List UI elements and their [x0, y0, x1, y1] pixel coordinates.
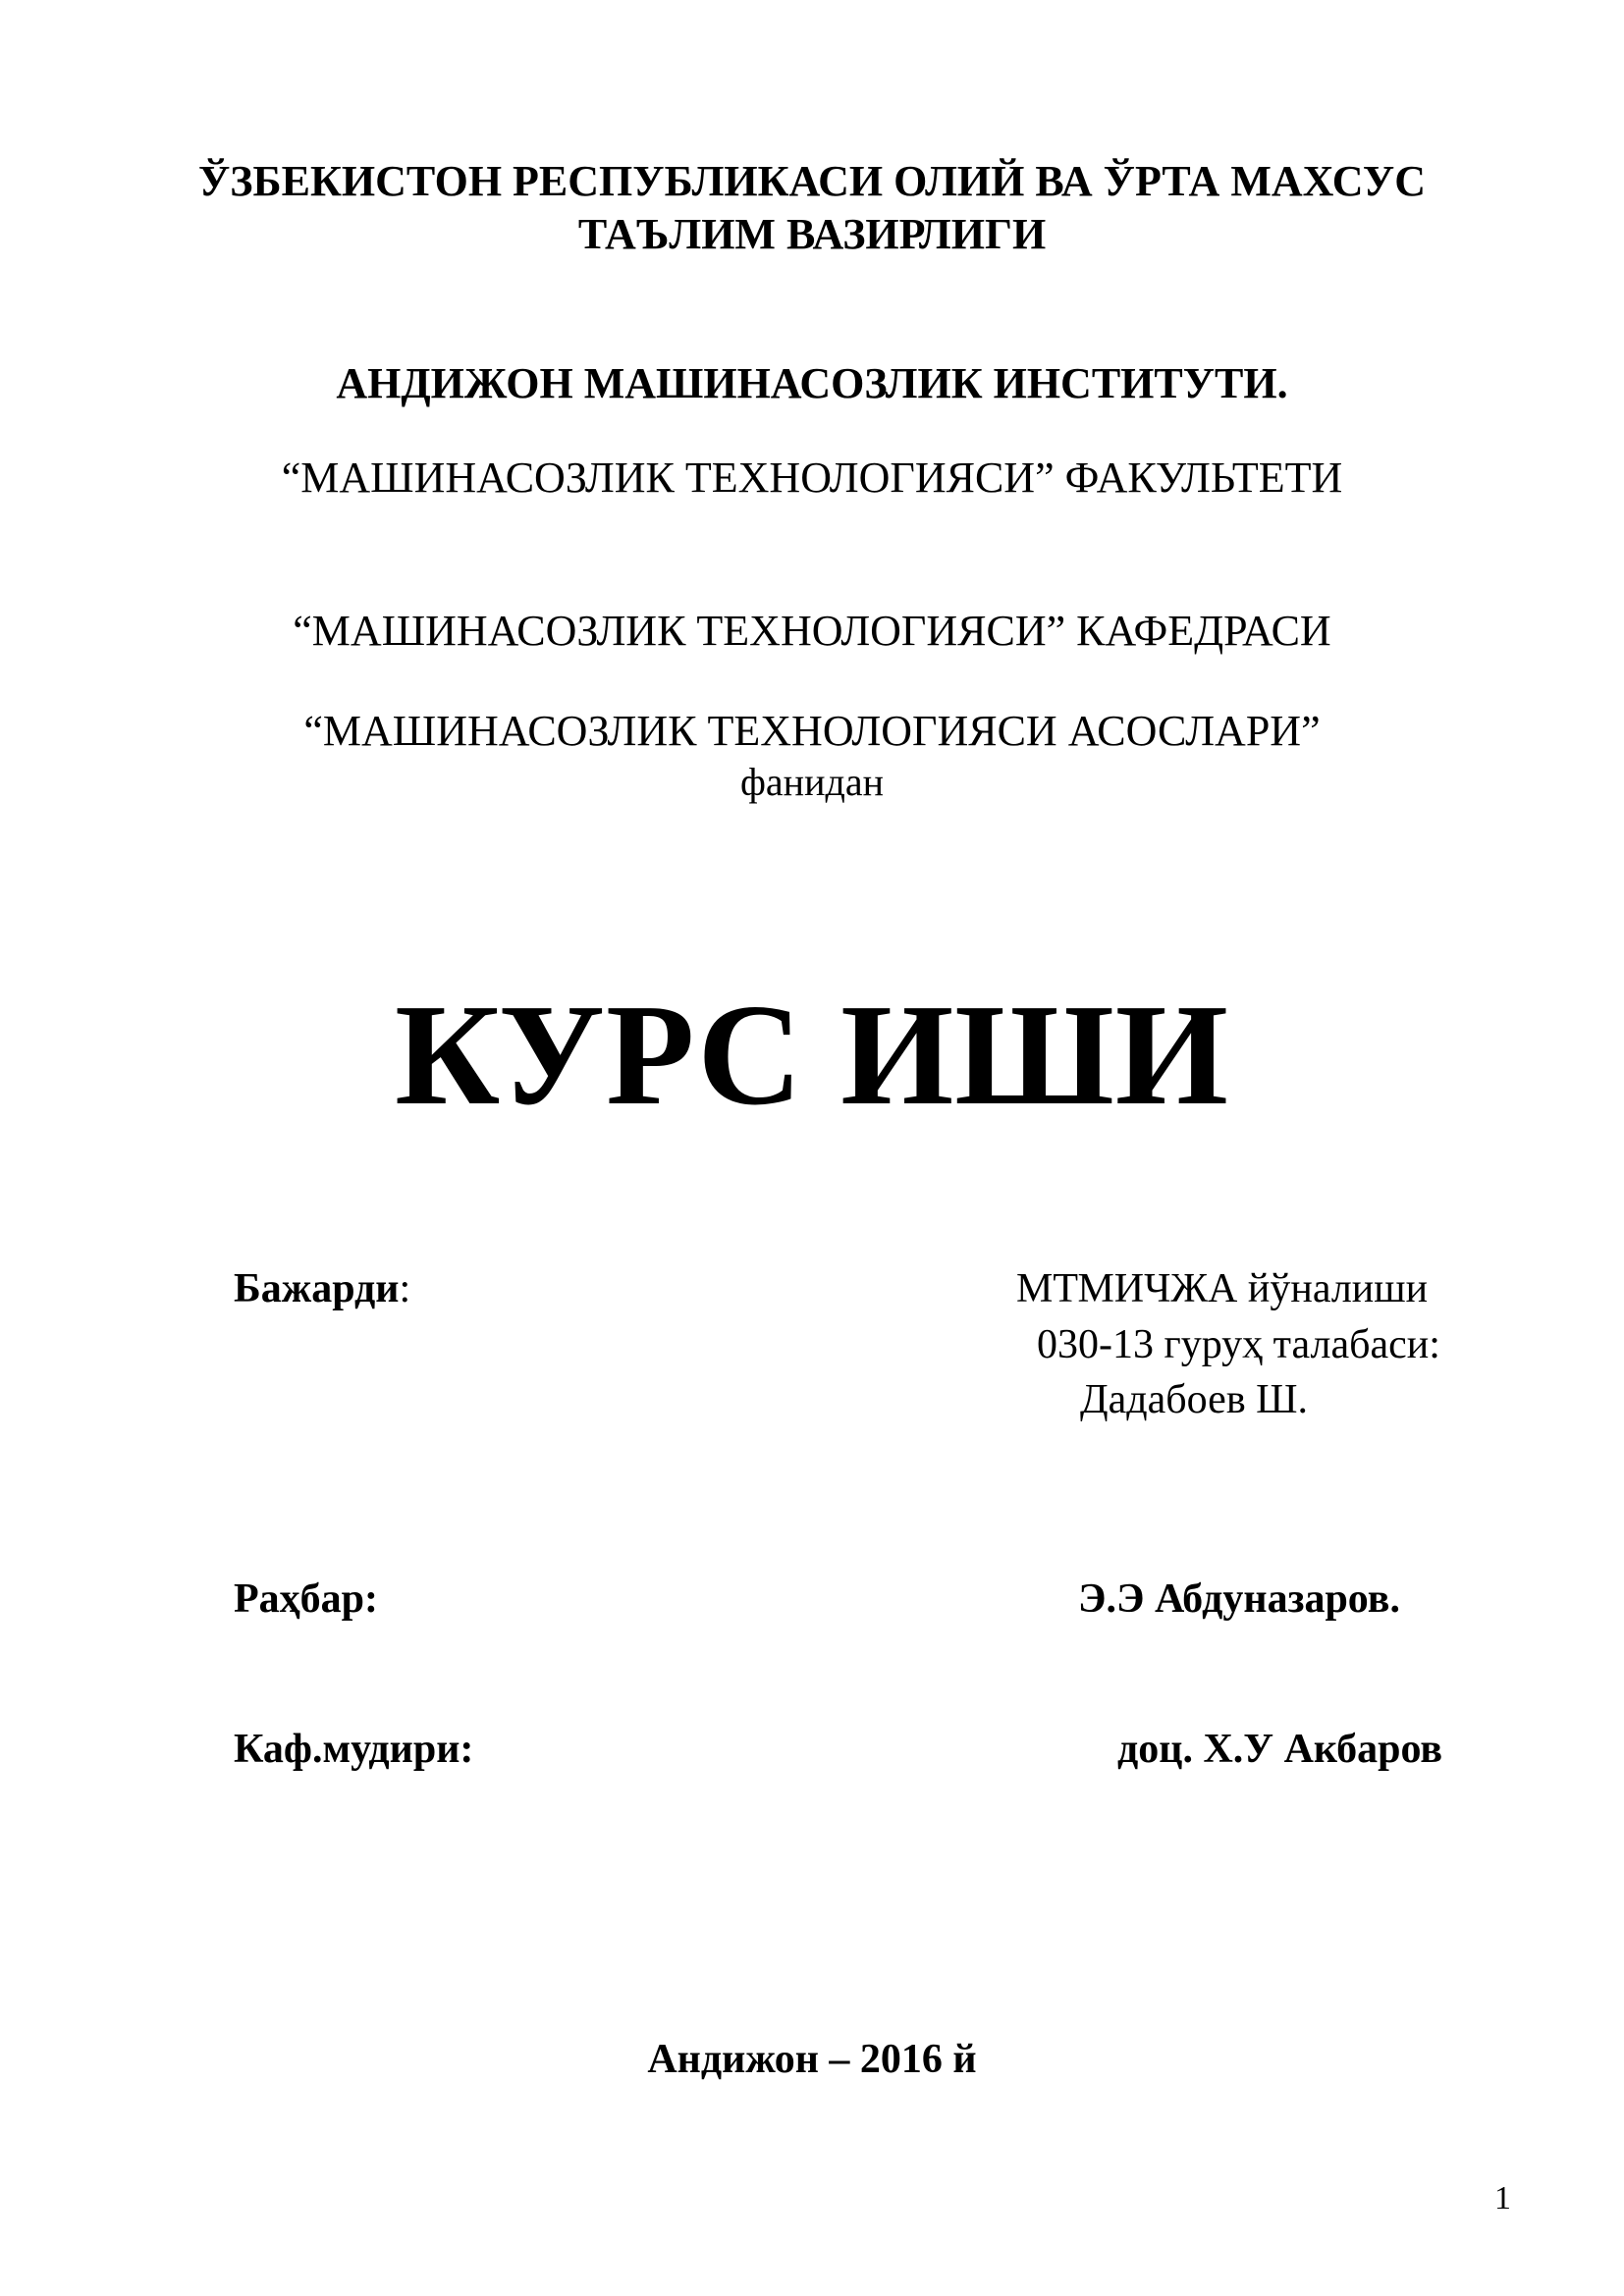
student-group: 030-13 гуруҳ талабаси:: [1037, 1322, 1440, 1367]
subject-suffix: фанидан: [740, 760, 884, 804]
performed-by-colon: :: [399, 1266, 411, 1311]
ministry-line-2: ТАЪЛИМ ВАЗИРЛИГИ: [577, 210, 1047, 258]
page-number: 1: [1494, 2180, 1511, 2216]
head-of-department-label: Каф.мудири:: [234, 1727, 474, 1772]
student-direction: МТМИЧЖА йўналиши: [1016, 1266, 1429, 1311]
subject-name: “МАШИНАСОЗЛИК ТЕХНОЛОГИЯСИ АСОСЛАРИ”: [303, 707, 1321, 755]
head-of-department-name: доц. Х.У Акбаров: [1117, 1727, 1443, 1772]
performed-by-label: [234, 1263, 410, 1314]
faculty-name: “МАШИНАСОЗЛИК ТЕХНОЛОГИЯСИ” ФАКУЛЬТЕТИ: [281, 454, 1343, 502]
ministry-heading: [0, 155, 1624, 261]
ministry-line-1: ЎЗБЕКИСТОН РЕСПУБЛИКАСИ ОЛИЙ ВА ЎРТА МАХСУС: [197, 157, 1426, 205]
supervisor-name: Э.Э Абдуназаров.: [1078, 1576, 1400, 1622]
department-name: “МАШИНАСОЗЛИК ТЕХНОЛОГИЯСИ” КАФЕДРАСИ: [293, 607, 1331, 655]
supervisor-label: Раҳбар:: [234, 1576, 378, 1622]
city-year: Андижон – 2016 й: [647, 2037, 977, 2082]
institute-name: АНДИЖОН МАШИНАСОЗЛИК ИНСТИТУТИ.: [336, 359, 1288, 407]
performed-by-label-text: Бажарди: [234, 1266, 400, 1311]
student-name: Дадабоев Ш.: [1080, 1377, 1309, 1422]
document-title: КУРС ИШИ: [395, 975, 1229, 1136]
